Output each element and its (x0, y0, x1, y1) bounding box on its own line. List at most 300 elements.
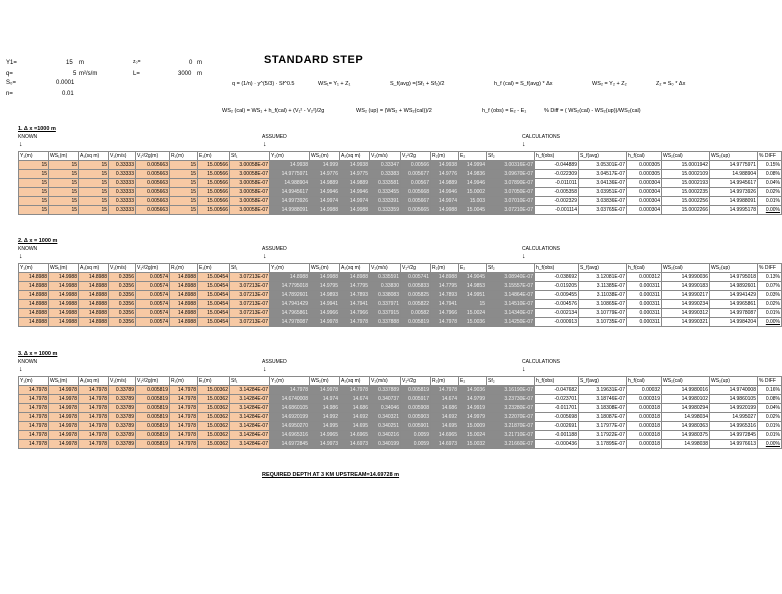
assumed-cell[interactable]: 14.9889 (310, 179, 340, 188)
calc-cell[interactable]: 15.0002256 (662, 197, 710, 206)
known-cell[interactable]: 14.7978 (19, 413, 49, 422)
assumed-cell[interactable]: 14.674 (431, 395, 459, 404)
assumed-cell[interactable]: 14.9951 (459, 291, 487, 300)
calc-cell[interactable]: 0.000305 (627, 161, 662, 170)
assumed-cell[interactable]: 0.005665 (401, 206, 431, 215)
known-cell[interactable]: 14.9978 (49, 440, 79, 449)
known-cell[interactable]: 15 (49, 206, 79, 215)
assumed-cell[interactable]: 14.9965 (310, 431, 340, 440)
known-cell[interactable]: 15.00566 (198, 188, 230, 197)
assumed-cell[interactable]: 0.00566 (401, 161, 431, 170)
assumed-cell[interactable]: 0.337915 (370, 309, 401, 318)
assumed-cell[interactable]: 14.9978 (310, 386, 340, 395)
known-cell[interactable]: 14.9978 (49, 386, 79, 395)
known-cell[interactable]: 14.9978 (49, 413, 79, 422)
known-cell[interactable]: 0.00574 (136, 300, 170, 309)
known-cell[interactable]: 3.14284E-07 (230, 395, 270, 404)
assumed-cell[interactable]: 14.7795 (431, 282, 459, 291)
known-cell[interactable]: 0.005819 (136, 431, 170, 440)
known-cell[interactable]: 14.9988 (49, 309, 79, 318)
known-cell[interactable]: 14.7978 (79, 422, 109, 431)
known-cell[interactable]: 14.7978 (170, 395, 198, 404)
calc-cell[interactable]: 0.00% (758, 318, 782, 327)
calc-cell[interactable]: 0.15% (758, 161, 782, 170)
known-cell[interactable]: 0.33789 (109, 404, 136, 413)
known-cell[interactable]: 15.00566 (198, 179, 230, 188)
known-cell[interactable]: 0.3356 (109, 318, 136, 327)
assumed-cell[interactable]: 15.0036 (459, 318, 487, 327)
calc-cell[interactable]: 3.11385E-07 (579, 282, 627, 291)
known-cell[interactable]: 0.33333 (109, 197, 136, 206)
known-cell[interactable]: 15 (49, 170, 79, 179)
assumed-cell[interactable]: 0.005917 (401, 395, 431, 404)
assumed-cell[interactable]: 3.09670E-07 (487, 170, 535, 179)
calc-cell[interactable]: 14.9988091 (710, 197, 758, 206)
assumed-cell[interactable]: 0.0059 (401, 431, 431, 440)
calc-cell[interactable]: 0.01% (758, 309, 782, 318)
assumed-cell[interactable]: 0.340737 (370, 395, 401, 404)
calc-cell[interactable]: 3.04136E-07 (579, 179, 627, 188)
calc-cell[interactable]: 0.00% (758, 206, 782, 215)
assumed-cell[interactable]: 0.005667 (401, 197, 431, 206)
assumed-cell[interactable]: 14.9946 (459, 179, 487, 188)
known-cell[interactable]: 15.00454 (198, 309, 230, 318)
assumed-cell[interactable]: 0.005833 (401, 282, 431, 291)
known-cell[interactable]: 15 (19, 206, 49, 215)
known-cell[interactable]: 14.7978 (170, 431, 198, 440)
known-cell[interactable]: 14.8988 (79, 318, 109, 327)
calc-cell[interactable]: -0.038692 (535, 273, 579, 282)
known-cell[interactable]: 0.33333 (109, 179, 136, 188)
assumed-cell[interactable]: 14.695 (340, 422, 370, 431)
assumed-cell[interactable]: 14.7978 (340, 386, 370, 395)
assumed-cell[interactable]: 14.695 (431, 422, 459, 431)
assumed-cell[interactable]: 14.9889 (340, 179, 370, 188)
known-cell[interactable]: 15 (170, 179, 198, 188)
known-cell[interactable]: 3.14284E-07 (230, 386, 270, 395)
known-cell[interactable]: 14.8988 (79, 282, 109, 291)
calc-cell[interactable]: -0.019205 (535, 282, 579, 291)
calc-cell[interactable]: 14.9972845 (710, 431, 758, 440)
assumed-cell[interactable]: 14.6740008 (270, 395, 310, 404)
known-cell[interactable]: 0.33333 (109, 170, 136, 179)
known-cell[interactable]: 0.005819 (136, 422, 170, 431)
known-cell[interactable]: 14.8988 (19, 282, 49, 291)
assumed-cell[interactable]: 0.005819 (401, 386, 431, 395)
known-cell[interactable]: 14.7978 (19, 404, 49, 413)
known-cell[interactable]: 0.33333 (109, 206, 136, 215)
assumed-cell[interactable]: 14.9836 (459, 170, 487, 179)
calc-cell[interactable]: 0.01% (758, 197, 782, 206)
calc-cell[interactable]: 0.04% (758, 179, 782, 188)
assumed-cell[interactable]: 14.8988 (431, 273, 459, 282)
known-cell[interactable]: 3.00058E-07 (230, 179, 270, 188)
known-cell[interactable]: 0.005819 (136, 404, 170, 413)
calc-cell[interactable]: 0.000305 (627, 170, 662, 179)
known-cell[interactable]: 0.005819 (136, 386, 170, 395)
calc-cell[interactable]: 14.9990321 (662, 318, 710, 327)
assumed-cell[interactable]: 14.7893 (431, 291, 459, 300)
known-cell[interactable]: 0.005663 (136, 188, 170, 197)
known-cell[interactable]: 0.3356 (109, 282, 136, 291)
known-cell[interactable]: 0.005819 (136, 395, 170, 404)
assumed-cell[interactable]: 0.335591 (370, 273, 401, 282)
calc-cell[interactable]: 14.9990036 (662, 273, 710, 282)
assumed-cell[interactable]: 15.0009 (459, 422, 487, 431)
assumed-cell[interactable]: 14.9938 (340, 161, 370, 170)
assumed-cell[interactable]: 14.8988 (270, 273, 310, 282)
assumed-cell[interactable]: 14.9988 (310, 206, 340, 215)
assumed-cell[interactable]: 14.7795018 (270, 282, 310, 291)
known-cell[interactable]: 0.33333 (109, 188, 136, 197)
known-cell[interactable]: 14.7978 (19, 431, 49, 440)
calc-cell[interactable]: 0.13% (758, 273, 782, 282)
assumed-cell[interactable]: 0.340216 (370, 431, 401, 440)
assumed-cell[interactable]: 14.7941429 (270, 300, 310, 309)
calc-cell[interactable]: 3.18308E-07 (579, 404, 627, 413)
known-cell[interactable]: 3.07213E-07 (230, 300, 270, 309)
assumed-cell[interactable]: 0.005668 (401, 188, 431, 197)
assumed-cell[interactable]: 14.9979 (459, 413, 487, 422)
known-cell[interactable]: 3.14284E-07 (230, 431, 270, 440)
known-cell[interactable]: 14.8988 (79, 273, 109, 282)
known-cell[interactable]: 3.14284E-07 (230, 413, 270, 422)
calc-cell[interactable]: -0.009455 (535, 291, 579, 300)
calc-cell[interactable]: 3.04517E-07 (579, 170, 627, 179)
calc-cell[interactable]: -0.005698 (535, 413, 579, 422)
assumed-cell[interactable]: 14.686 (431, 404, 459, 413)
known-cell[interactable]: 15 (170, 197, 198, 206)
assumed-cell[interactable]: 14.9988 (431, 206, 459, 215)
known-cell[interactable]: 3.00058E-07 (230, 188, 270, 197)
assumed-cell[interactable]: 14.9853 (459, 282, 487, 291)
calc-cell[interactable]: 0.000311 (627, 300, 662, 309)
known-cell[interactable]: 0.005663 (136, 161, 170, 170)
assumed-cell[interactable]: 15.0024 (459, 431, 487, 440)
known-cell[interactable]: 15 (49, 197, 79, 206)
assumed-cell[interactable]: 3.08940E-07 (487, 273, 535, 282)
known-cell[interactable]: 14.8988 (19, 273, 49, 282)
known-cell[interactable]: 0.33789 (109, 431, 136, 440)
calc-cell[interactable]: -0.002329 (535, 197, 579, 206)
known-cell[interactable]: 14.9988 (49, 318, 79, 327)
calc-cell[interactable]: 15.0002266 (662, 206, 710, 215)
known-cell[interactable]: 14.9978 (49, 395, 79, 404)
calc-cell[interactable]: 0.000311 (627, 318, 662, 327)
calc-cell[interactable]: 14.9941429 (710, 291, 758, 300)
calc-cell[interactable]: 14.9892601 (710, 282, 758, 291)
assumed-cell[interactable]: 3.23730E-07 (487, 395, 535, 404)
calc-cell[interactable]: 3.18746E-07 (579, 395, 627, 404)
calc-cell[interactable]: 14.9995178 (710, 206, 758, 215)
known-cell[interactable]: 0.33333 (109, 161, 136, 170)
assumed-cell[interactable]: 0.34046 (370, 404, 401, 413)
assumed-cell[interactable]: 14.9974 (431, 197, 459, 206)
calc-cell[interactable]: 14.9980375 (662, 431, 710, 440)
assumed-cell[interactable]: 14.9919 (459, 404, 487, 413)
known-cell[interactable]: 3.00058E-07 (230, 206, 270, 215)
calc-cell[interactable]: 15.0002193 (662, 179, 710, 188)
assumed-cell[interactable]: 14.9946 (340, 188, 370, 197)
assumed-cell[interactable]: 3.21870E-07 (487, 422, 535, 431)
known-cell[interactable]: 3.07213E-07 (230, 318, 270, 327)
calc-cell[interactable]: 14.9775971 (710, 161, 758, 170)
known-cell[interactable]: 0.00574 (136, 282, 170, 291)
calc-cell[interactable]: 0.01% (758, 422, 782, 431)
assumed-cell[interactable]: 0.0059 (401, 440, 431, 449)
known-cell[interactable]: 15.00566 (198, 206, 230, 215)
known-cell[interactable]: 14.7978 (79, 413, 109, 422)
known-cell[interactable]: 14.9978 (49, 404, 79, 413)
known-cell[interactable]: 14.8988 (19, 300, 49, 309)
known-cell[interactable]: 0.3356 (109, 273, 136, 282)
known-cell[interactable]: 15.00566 (198, 170, 230, 179)
known-cell[interactable]: 15 (170, 206, 198, 215)
assumed-cell[interactable]: 14.999 (310, 161, 340, 170)
assumed-cell[interactable]: 14.6972845 (270, 440, 310, 449)
assumed-cell[interactable]: 0.005677 (401, 170, 431, 179)
assumed-cell[interactable]: 15 (459, 300, 487, 309)
calc-cell[interactable]: 3.17895E-07 (579, 440, 627, 449)
assumed-cell[interactable]: 14.974 (310, 395, 340, 404)
assumed-cell[interactable]: 14.9973 (310, 440, 340, 449)
assumed-cell[interactable]: 3.14510E-07 (487, 300, 535, 309)
assumed-cell[interactable]: 14.7966 (340, 309, 370, 318)
calc-cell[interactable]: -0.004576 (535, 300, 579, 309)
known-cell[interactable]: 14.7978 (170, 440, 198, 449)
assumed-cell[interactable]: 14.9045 (459, 273, 487, 282)
assumed-cell[interactable]: 0.338083 (370, 291, 401, 300)
known-cell[interactable]: 14.8988 (79, 300, 109, 309)
known-cell[interactable]: 15 (170, 161, 198, 170)
calc-cell[interactable]: -0.011011 (535, 179, 579, 188)
calc-cell[interactable]: 0.02% (758, 300, 782, 309)
assumed-cell[interactable]: 14.988904 (270, 179, 310, 188)
calc-cell[interactable]: 14.9795018 (710, 273, 758, 282)
known-cell[interactable]: 15.00362 (198, 395, 230, 404)
known-cell[interactable]: 14.8988 (170, 309, 198, 318)
known-cell[interactable]: 0.005663 (136, 197, 170, 206)
assumed-cell[interactable]: 14.9974 (340, 197, 370, 206)
known-cell[interactable]: 14.8988 (170, 318, 198, 327)
known-cell[interactable]: 15 (49, 161, 79, 170)
calc-cell[interactable]: 14.9976613 (710, 440, 758, 449)
assumed-cell[interactable]: 14.995 (310, 422, 340, 431)
assumed-cell[interactable]: 14.692 (431, 413, 459, 422)
calc-cell[interactable]: 3.03951E-07 (579, 188, 627, 197)
calc-cell[interactable]: 0.000318 (627, 404, 662, 413)
known-cell[interactable]: 0.3356 (109, 300, 136, 309)
assumed-cell[interactable]: 0.00582 (401, 309, 431, 318)
assumed-cell[interactable]: 3.07050E-07 (487, 188, 535, 197)
calc-cell[interactable]: 0.00% (758, 440, 782, 449)
calc-cell[interactable]: -0.002134 (535, 309, 579, 318)
assumed-cell[interactable]: 3.22070E-07 (487, 413, 535, 422)
known-cell[interactable]: 14.9988 (49, 273, 79, 282)
calc-cell[interactable]: 3.11038E-07 (579, 291, 627, 300)
assumed-cell[interactable]: 14.7965861 (270, 309, 310, 318)
assumed-cell[interactable]: 0.333391 (370, 197, 401, 206)
known-cell[interactable]: 14.9978 (49, 422, 79, 431)
calc-cell[interactable]: 0.000304 (627, 206, 662, 215)
calc-cell[interactable]: 0.000304 (627, 179, 662, 188)
assumed-cell[interactable]: 14.6973 (340, 440, 370, 449)
calc-cell[interactable]: 0.01% (758, 431, 782, 440)
calc-cell[interactable]: 14.988904 (710, 170, 758, 179)
known-cell[interactable]: 15.00362 (198, 422, 230, 431)
known-cell[interactable]: 3.07213E-07 (230, 273, 270, 282)
assumed-cell[interactable]: 0.00567 (401, 179, 431, 188)
assumed-cell[interactable]: 3.07890E-07 (487, 179, 535, 188)
known-cell[interactable]: 0.005663 (136, 206, 170, 215)
calc-cell[interactable]: 0.000312 (627, 273, 662, 282)
known-cell[interactable]: 14.7978 (19, 422, 49, 431)
calc-cell[interactable]: 0.000319 (627, 395, 662, 404)
assumed-cell[interactable]: 14.8988 (340, 273, 370, 282)
calc-cell[interactable]: 14.9990217 (662, 291, 710, 300)
known-cell[interactable]: 15 (19, 188, 49, 197)
calc-cell[interactable]: 14.9978087 (710, 309, 758, 318)
known-cell[interactable]: 14.8988 (19, 291, 49, 300)
known-cell[interactable]: 14.7978 (79, 386, 109, 395)
known-cell[interactable]: 14.7978 (19, 395, 49, 404)
assumed-cell[interactable]: 3.00316E-07 (487, 161, 535, 170)
calc-cell[interactable]: -0.000913 (535, 318, 579, 327)
assumed-cell[interactable]: 0.333359 (370, 206, 401, 215)
known-cell[interactable]: 14.8988 (79, 309, 109, 318)
calc-cell[interactable]: 0.03% (758, 291, 782, 300)
assumed-cell[interactable]: 14.9795 (310, 282, 340, 291)
calc-cell[interactable]: 14.9740008 (710, 386, 758, 395)
assumed-cell[interactable]: 15.0002 (459, 188, 487, 197)
known-cell[interactable]: 3.14284E-07 (230, 440, 270, 449)
calc-cell[interactable]: 3.10779E-07 (579, 309, 627, 318)
known-cell[interactable]: 3.07213E-07 (230, 309, 270, 318)
assumed-cell[interactable]: 14.9974 (310, 197, 340, 206)
known-cell[interactable]: 15.00362 (198, 404, 230, 413)
known-cell[interactable]: 0.005819 (136, 440, 170, 449)
calc-cell[interactable]: 3.05301E-07 (579, 161, 627, 170)
assumed-cell[interactable]: 15.003 (459, 197, 487, 206)
calc-cell[interactable]: 3.03836E-07 (579, 197, 627, 206)
assumed-cell[interactable]: 3.23280E-07 (487, 404, 535, 413)
calc-cell[interactable]: 14.9990183 (662, 282, 710, 291)
assumed-cell[interactable]: 14.9946 (310, 188, 340, 197)
known-cell[interactable]: 14.7978 (79, 431, 109, 440)
known-cell[interactable]: 14.8988 (170, 273, 198, 282)
assumed-cell[interactable]: 0.337888 (370, 318, 401, 327)
known-cell[interactable]: 15 (19, 179, 49, 188)
assumed-cell[interactable]: 14.7966 (431, 309, 459, 318)
assumed-cell[interactable]: 0.333455 (370, 188, 401, 197)
known-cell[interactable]: 15 (170, 188, 198, 197)
known-cell[interactable]: 14.9988 (49, 282, 79, 291)
known-cell[interactable]: 14.7978 (170, 422, 198, 431)
assumed-cell[interactable]: 14.9938 (270, 161, 310, 170)
calc-cell[interactable]: 14.998034 (662, 413, 710, 422)
assumed-cell[interactable]: 14.9941 (310, 300, 340, 309)
assumed-cell[interactable]: 14.9988 (340, 206, 370, 215)
assumed-cell[interactable]: 0.005908 (401, 404, 431, 413)
known-cell[interactable]: 0.00574 (136, 291, 170, 300)
calc-cell[interactable]: -0.001188 (535, 431, 579, 440)
calc-cell[interactable]: 0.000304 (627, 188, 662, 197)
assumed-cell[interactable]: 0.005901 (401, 422, 431, 431)
calc-cell[interactable]: 0.000318 (627, 440, 662, 449)
known-cell[interactable]: 3.14284E-07 (230, 404, 270, 413)
known-cell[interactable]: 15.00362 (198, 386, 230, 395)
assumed-cell[interactable]: 14.9945617 (270, 188, 310, 197)
known-cell[interactable]: 0.00574 (136, 318, 170, 327)
assumed-cell[interactable]: 14.6965316 (270, 431, 310, 440)
assumed-cell[interactable]: 14.674 (340, 395, 370, 404)
known-cell[interactable]: 15 (19, 161, 49, 170)
known-cell[interactable]: 15.00362 (198, 413, 230, 422)
known-cell[interactable]: 15.00454 (198, 291, 230, 300)
assumed-cell[interactable]: 3.21660E-07 (487, 440, 535, 449)
known-cell[interactable]: 0.33789 (109, 395, 136, 404)
assumed-cell[interactable]: 14.6950270 (270, 422, 310, 431)
calc-cell[interactable]: 14.9965861 (710, 300, 758, 309)
known-cell[interactable]: 0.005819 (136, 413, 170, 422)
known-cell[interactable]: 14.7978 (19, 440, 49, 449)
assumed-cell[interactable]: 3.07210E-07 (487, 206, 535, 215)
assumed-cell[interactable]: 3.14864E-07 (487, 291, 535, 300)
known-cell[interactable]: 14.8988 (170, 291, 198, 300)
assumed-cell[interactable]: 3.15557E-07 (487, 282, 535, 291)
assumed-cell[interactable]: 14.6965 (340, 431, 370, 440)
calc-cell[interactable]: -0.047682 (535, 386, 579, 395)
known-cell[interactable]: 3.00058E-07 (230, 161, 270, 170)
known-cell[interactable]: 14.9988 (49, 300, 79, 309)
known-cell[interactable]: 3.07213E-07 (230, 282, 270, 291)
assumed-cell[interactable]: 0.333581 (370, 179, 401, 188)
calc-cell[interactable]: 3.17977E-07 (579, 422, 627, 431)
assumed-cell[interactable]: 14.6965 (431, 431, 459, 440)
assumed-cell[interactable]: 14.692 (340, 413, 370, 422)
assumed-cell[interactable]: 14.9946 (431, 188, 459, 197)
known-cell[interactable]: 3.14284E-07 (230, 422, 270, 431)
calc-cell[interactable]: 14.9945617 (710, 179, 758, 188)
assumed-cell[interactable]: 14.686 (340, 404, 370, 413)
calc-cell[interactable]: 0.000318 (627, 413, 662, 422)
assumed-cell[interactable]: 14.9988 (310, 273, 340, 282)
known-cell[interactable]: 15.00454 (198, 300, 230, 309)
calc-cell[interactable]: 14.9980363 (662, 422, 710, 431)
calc-cell[interactable]: 0.04% (758, 404, 782, 413)
assumed-cell[interactable]: 3.07010E-07 (487, 197, 535, 206)
known-cell[interactable]: 14.7978 (79, 404, 109, 413)
assumed-cell[interactable]: 0.005903 (401, 413, 431, 422)
known-cell[interactable]: 14.7978 (19, 386, 49, 395)
calc-cell[interactable]: 14.9860105 (710, 395, 758, 404)
calc-cell[interactable]: 3.18087E-07 (579, 413, 627, 422)
known-cell[interactable]: 0.33789 (109, 386, 136, 395)
assumed-cell[interactable]: 14.6973 (431, 440, 459, 449)
known-cell[interactable]: 0.33789 (109, 440, 136, 449)
assumed-cell[interactable]: 14.9966 (310, 309, 340, 318)
assumed-cell[interactable]: 14.9988091 (270, 206, 310, 215)
assumed-cell[interactable]: 0.33383 (370, 170, 401, 179)
assumed-cell[interactable]: 14.9799 (459, 395, 487, 404)
calc-cell[interactable]: 14.9980016 (662, 386, 710, 395)
known-cell[interactable]: 15.00454 (198, 273, 230, 282)
calc-cell[interactable]: 14.9980294 (662, 404, 710, 413)
known-cell[interactable]: 14.8988 (170, 282, 198, 291)
calc-cell[interactable]: 3.03765E-07 (579, 206, 627, 215)
assumed-cell[interactable]: 3.21710E-07 (487, 431, 535, 440)
assumed-cell[interactable]: 0.340321 (370, 413, 401, 422)
